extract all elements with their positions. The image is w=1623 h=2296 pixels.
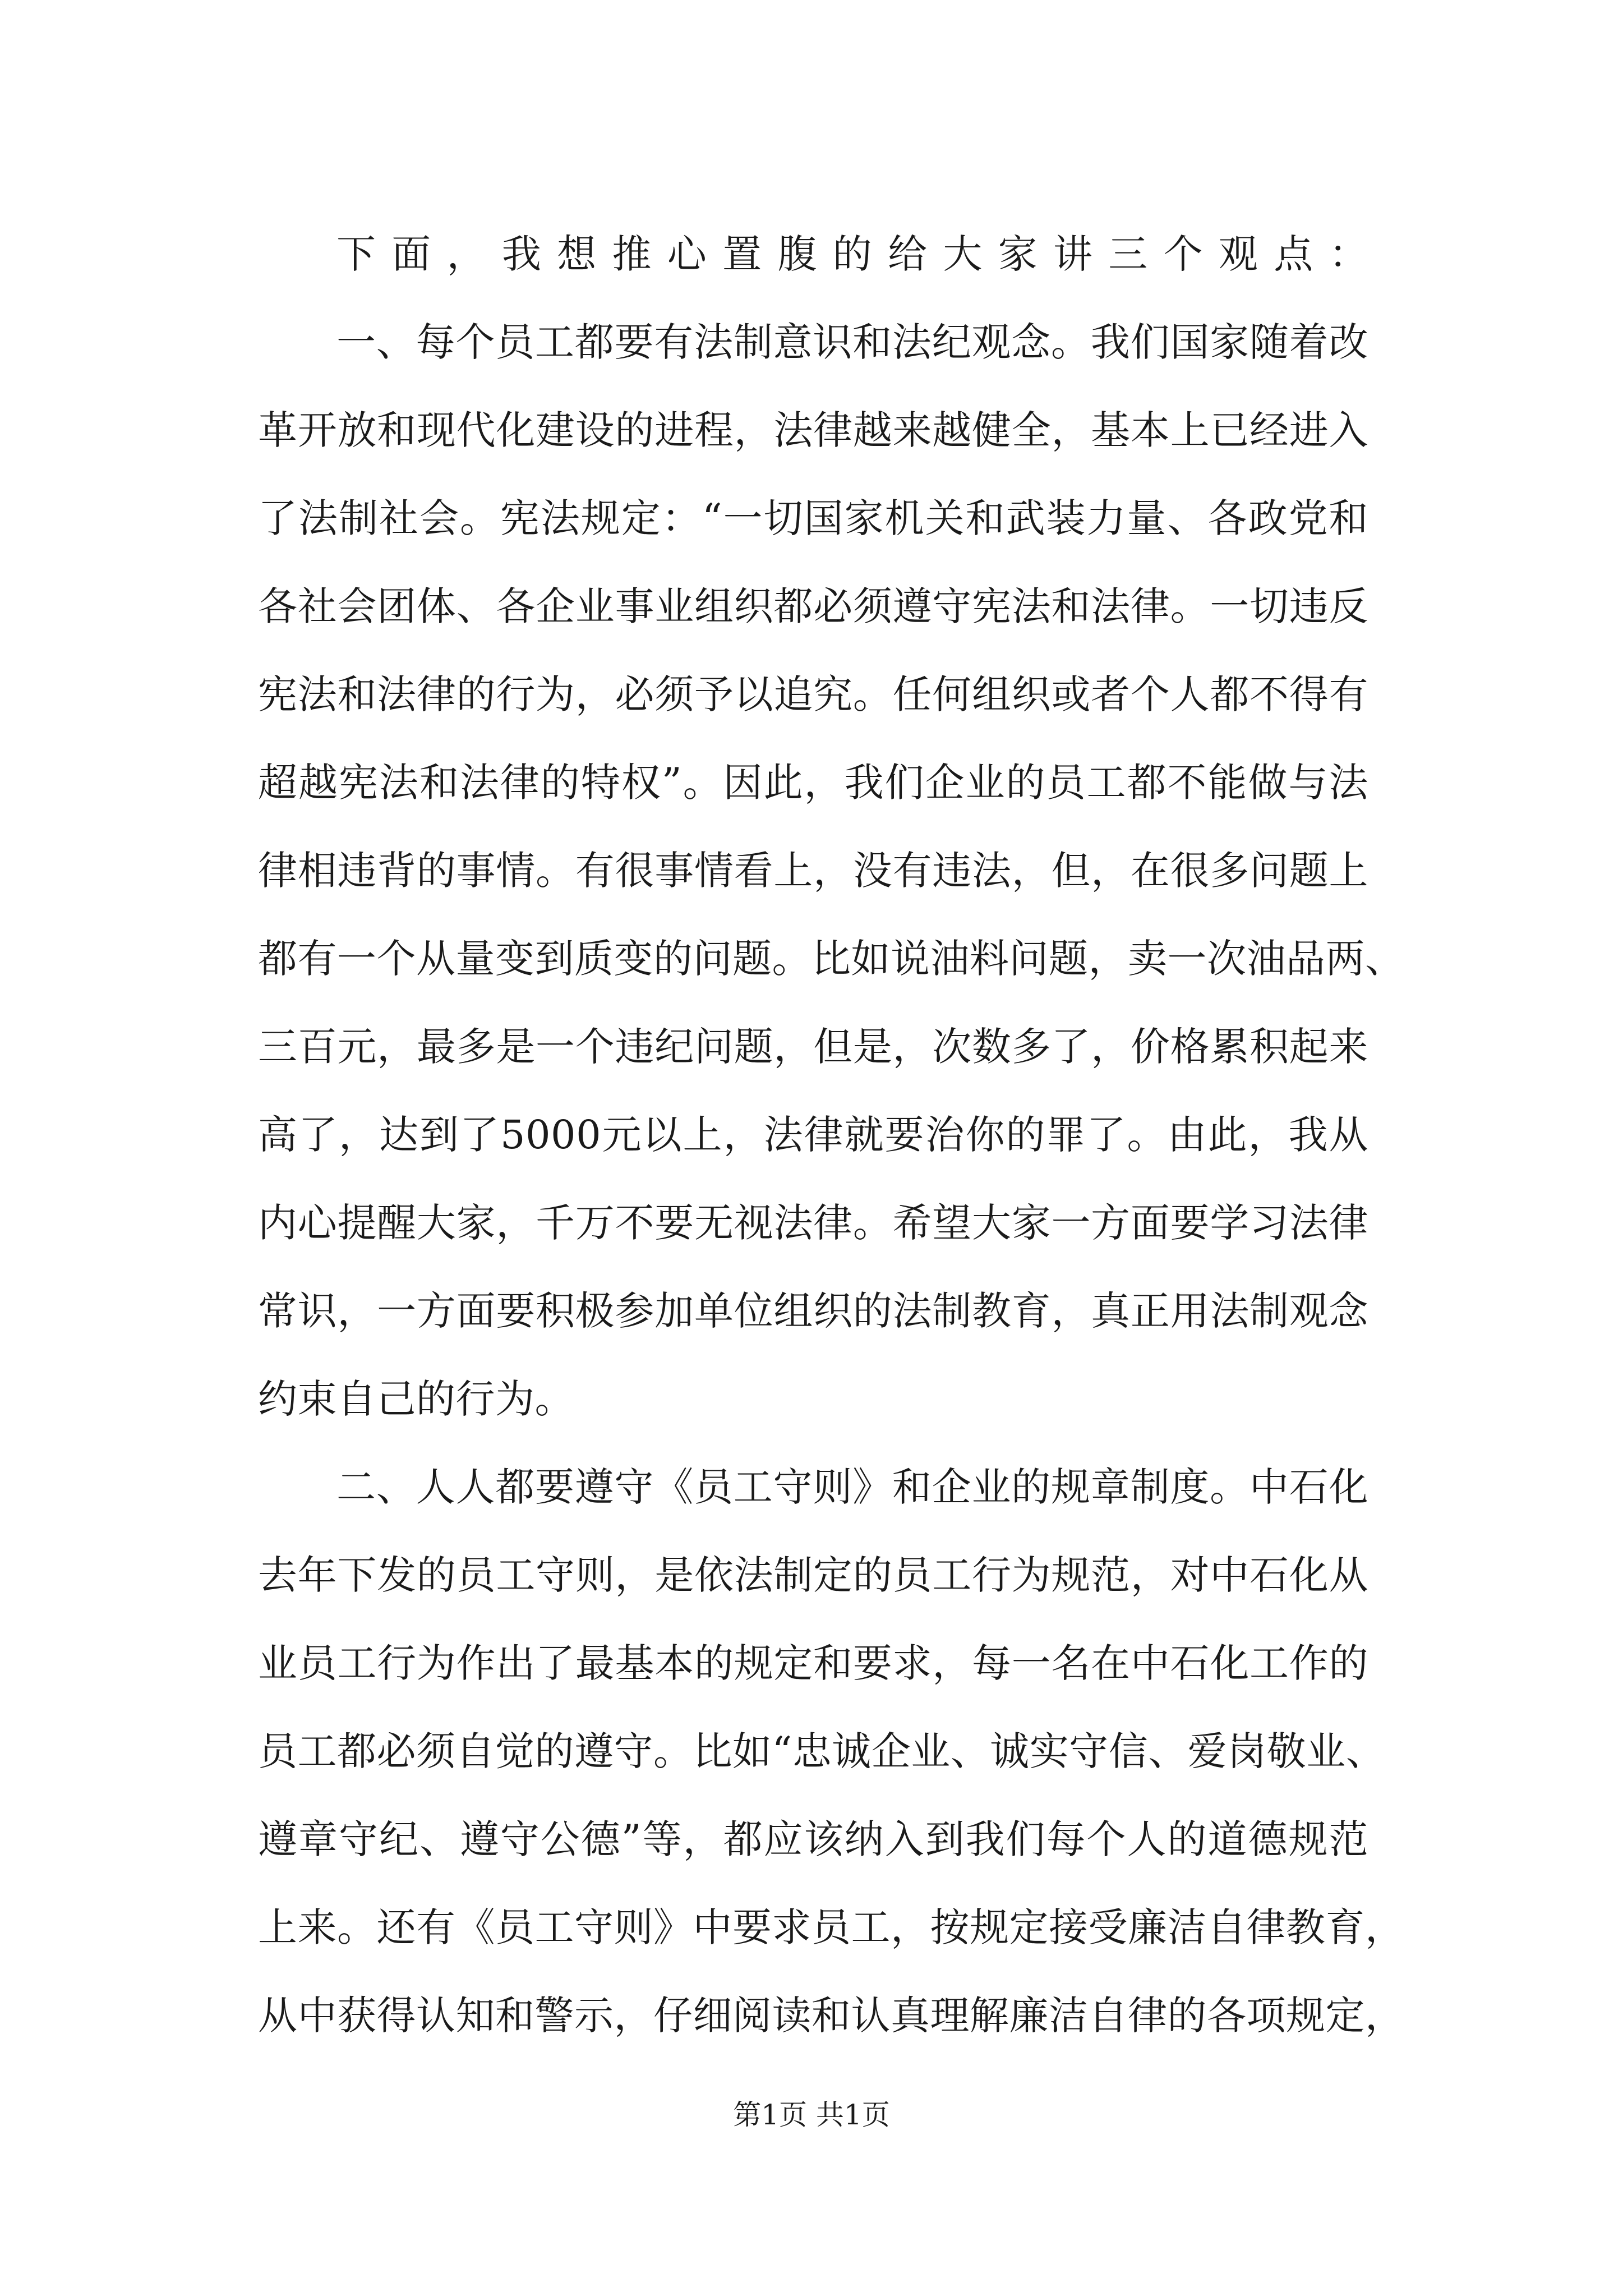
document-body <box>258 210 1405 2060</box>
paragraph-1-line: 超越宪法和法律的特权”。因此，我们企业的员工都不能做与法 <box>258 760 1368 806</box>
paragraph-intro-line: 下面，我想推心置腹的给大家讲三个观点： <box>336 231 1368 277</box>
paragraph-2-line: 业员工行为作出了最基本的规定和要求，每一名在中石化工作的 <box>258 1640 1368 1686</box>
paragraph-1-line: 一、每个员工都要有法制意识和法纪观念。我们国家随着改 <box>336 319 1368 365</box>
paragraph-2-line: 二、人人都要遵守《员工守则》和企业的规章制度。中石化 <box>336 1464 1368 1510</box>
paragraph-1-line: 三百元，最多是一个违纪问题，但是，次数多了，价格累积起来 <box>258 1024 1368 1070</box>
paragraph-1-line: 都有一个从量变到质变的问题。比如说油料问题，卖一次油品两、 <box>258 936 1405 982</box>
paragraph-1-line: 各社会团体、各企业事业组织都必须遵守宪法和法律。一切违反 <box>258 583 1368 629</box>
paragraph-2-line: 去年下发的员工守则，是依法制定的员工行为规范，对中石化从 <box>258 1552 1368 1598</box>
paragraph-1-line: 宪法和法律的行为，必须予以追究。任何组织或者个人都不得有 <box>258 671 1368 717</box>
paragraph-1-line: 内心提醒大家，千万不要无视法律。希望大家一方面要学习法律 <box>258 1200 1368 1246</box>
paragraph-1-line: 律相违背的事情。有很事情看上，没有违法，但，在很多问题上 <box>258 848 1368 894</box>
paragraph-1-line: 了法制社会。宪法规定：“一切国家机关和武装力量、各政党和 <box>258 495 1368 541</box>
paragraph-2-line: 员工都必须自觉的遵守。比如“忠诚企业、诚实守信、爱岗敬业、 <box>258 1728 1386 1774</box>
paragraph-1-line: 常识，一方面要积极参加单位组织的法制教育，真正用法制观念 <box>258 1288 1368 1334</box>
paragraph-1-line: 高了，达到了5000元以上，法律就要治你的罪了。由此，我从 <box>258 1112 1368 1158</box>
paragraph-1-line: 约束自己的行为。 <box>258 1376 574 1422</box>
page-number-footer: 第1页 共1页 <box>733 2099 890 2131</box>
paragraph-2-line: 遵章守纪、遵守公德”等，都应该纳入到我们每个人的道德规范 <box>258 1816 1368 1862</box>
paragraph-2-line: 上来。还有《员工守则》中要求员工，按规定接受廉洁自律教育， <box>258 1904 1405 1950</box>
paragraph-2-line: 从中获得认知和警示，仔细阅读和认真理解廉洁自律的各项规定， <box>258 1993 1405 2039</box>
paragraph-1-line: 革开放和现代化建设的进程，法律越来越健全，基本上已经进入 <box>258 407 1368 453</box>
